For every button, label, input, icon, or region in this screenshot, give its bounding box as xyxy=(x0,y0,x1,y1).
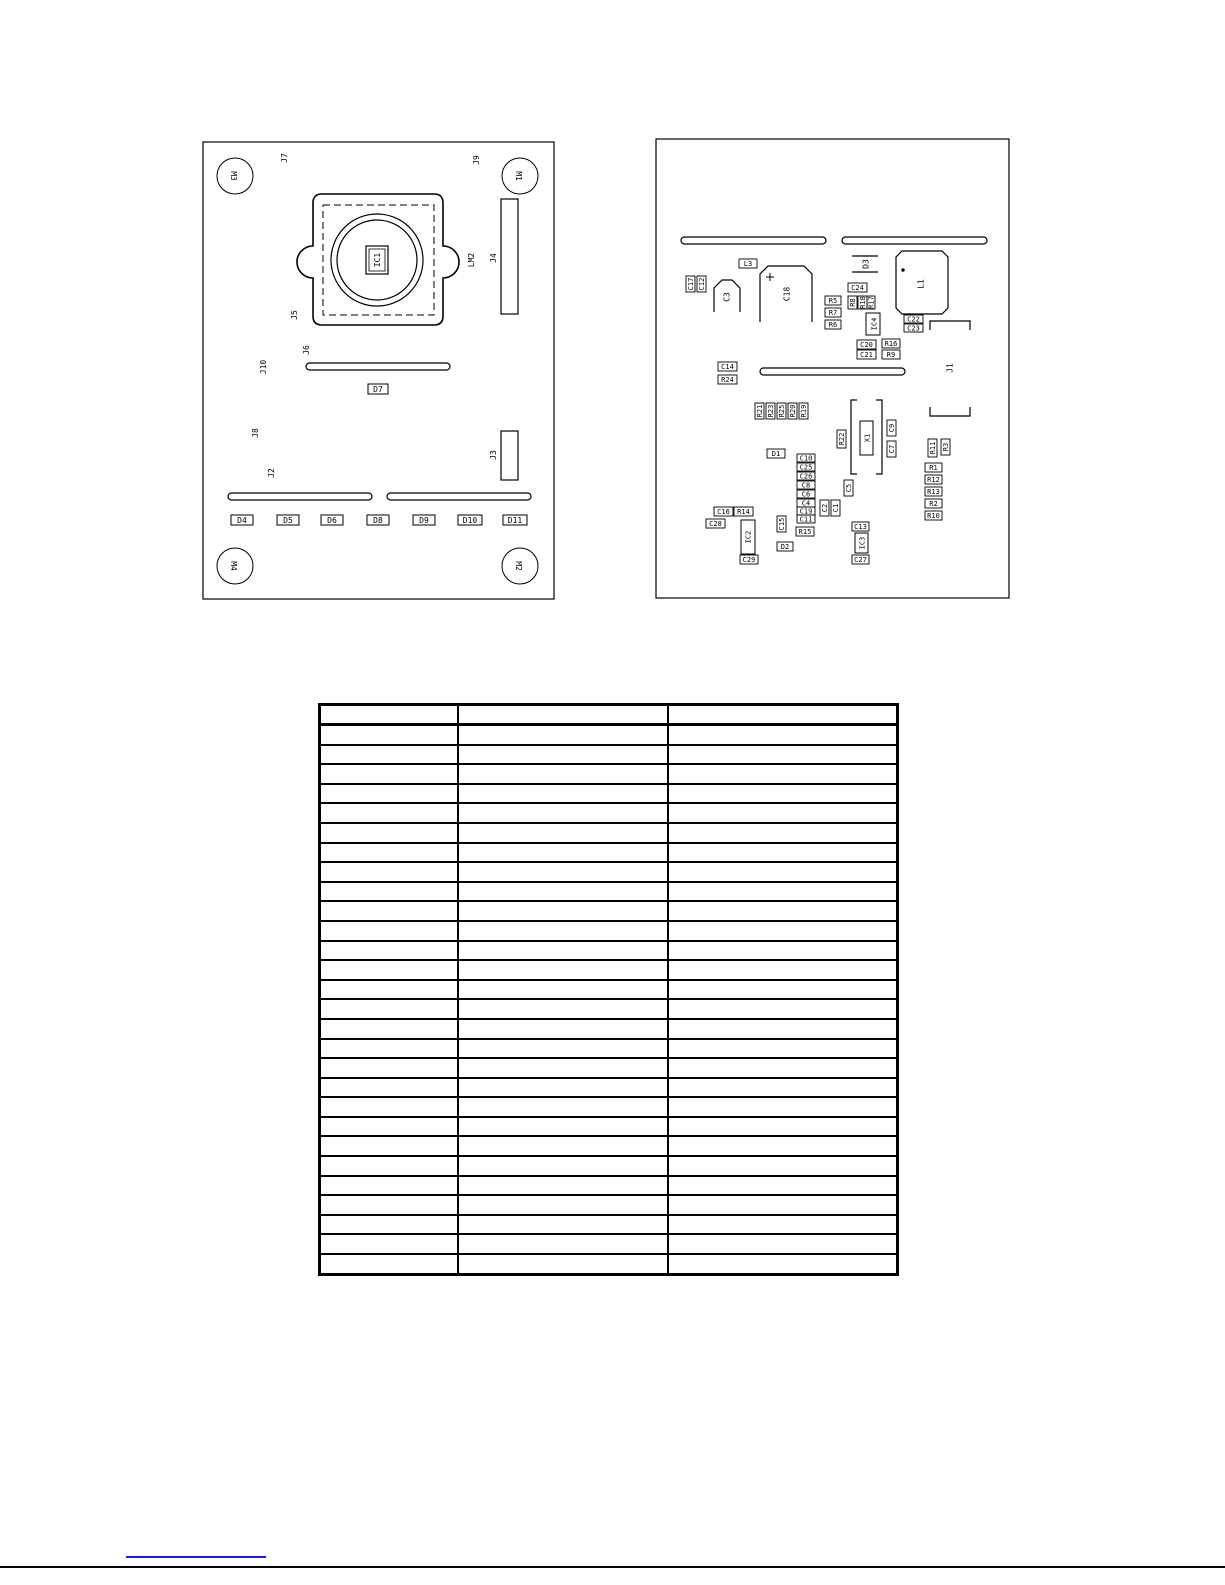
label-j5: J5 xyxy=(290,310,299,320)
label-c4: C4 xyxy=(801,499,811,508)
label-r8: R8 xyxy=(848,298,857,307)
table-cell xyxy=(320,901,459,921)
table-cell xyxy=(458,1195,668,1215)
table-cell xyxy=(320,1176,459,1196)
table-row xyxy=(320,921,898,941)
l1-dot xyxy=(902,269,904,271)
label-d7: D7 xyxy=(373,385,383,394)
table-cell xyxy=(668,1097,898,1117)
table-header-cell xyxy=(320,705,459,725)
label-d11: D11 xyxy=(507,516,523,525)
table-cell xyxy=(458,999,668,1019)
label-j2: J2 xyxy=(267,468,276,478)
table-cell xyxy=(320,784,459,804)
table-cell xyxy=(458,1156,668,1176)
label-d8: D8 xyxy=(373,516,383,525)
table-cell xyxy=(668,1019,898,1039)
label-r19: R19 xyxy=(799,404,808,418)
table-row xyxy=(320,745,898,765)
label-j9: J9 xyxy=(472,155,481,165)
table-cell xyxy=(458,784,668,804)
table-row xyxy=(320,941,898,961)
footer-link-underline[interactable] xyxy=(126,1556,266,1558)
table-row xyxy=(320,882,898,902)
table-cell xyxy=(320,745,459,765)
table-row xyxy=(320,1234,898,1254)
table-cell xyxy=(668,1039,898,1059)
label-m3: M3 xyxy=(229,171,238,181)
table-cell xyxy=(458,941,668,961)
slot-bottom-left xyxy=(228,493,372,500)
label-x1: X1 xyxy=(863,433,872,443)
table-row xyxy=(320,1136,898,1156)
table-cell xyxy=(320,1019,459,1039)
table-cell xyxy=(320,823,459,843)
table-cell xyxy=(668,803,898,823)
table-row xyxy=(320,1039,898,1059)
label-ic1: IC1 xyxy=(373,252,382,268)
label-r6: R6 xyxy=(828,321,838,329)
table-cell xyxy=(458,1058,668,1078)
table-row xyxy=(320,1078,898,1098)
label-r13: R13 xyxy=(927,488,940,496)
label-c8: C8 xyxy=(801,481,811,490)
table-cell xyxy=(668,960,898,980)
table-cell xyxy=(668,1136,898,1156)
label-c14: C14 xyxy=(721,363,734,371)
table-cell xyxy=(320,843,459,863)
table-cell xyxy=(668,1156,898,1176)
label-c3: C3 xyxy=(722,292,732,302)
label-c19: C19 xyxy=(799,507,813,516)
label-c12: C12 xyxy=(697,277,706,291)
table-cell xyxy=(320,980,459,1000)
label-r12: R12 xyxy=(927,476,940,484)
label-c7: C7 xyxy=(887,444,896,454)
table-cell xyxy=(320,941,459,961)
table-cell xyxy=(320,921,459,941)
table-cell xyxy=(458,1019,668,1039)
footer-rule xyxy=(0,1566,1225,1568)
table-cell xyxy=(320,725,459,745)
label-j4: J4 xyxy=(489,253,498,263)
label-c26: C26 xyxy=(799,472,813,481)
table-cell xyxy=(458,1136,668,1156)
label-ic4: IC4 xyxy=(870,317,879,331)
table-cell xyxy=(458,1097,668,1117)
table-row xyxy=(320,1058,898,1078)
table-row xyxy=(320,1097,898,1117)
label-c22: C22 xyxy=(907,315,920,324)
table-cell xyxy=(668,1176,898,1196)
table-cell xyxy=(320,803,459,823)
table-cell xyxy=(320,1195,459,1215)
table-row xyxy=(320,862,898,882)
bottom-board xyxy=(656,139,1009,598)
table-row xyxy=(320,980,898,1000)
label-r10: R10 xyxy=(927,512,940,520)
label-r14: R14 xyxy=(737,508,750,516)
label-ic2: IC2 xyxy=(744,530,753,544)
table-row xyxy=(320,803,898,823)
label-r11: R11 xyxy=(928,441,937,455)
table-cell xyxy=(668,921,898,941)
label-c28: C28 xyxy=(709,520,722,528)
label-r16: R16 xyxy=(884,340,898,348)
label-r23: R23 xyxy=(766,404,775,418)
label-j10: J10 xyxy=(259,359,268,375)
table-cell xyxy=(320,999,459,1019)
label-c1: C1 xyxy=(831,503,840,513)
table-cell xyxy=(458,823,668,843)
label-c27: C27 xyxy=(854,556,867,564)
table-cell xyxy=(668,901,898,921)
table-cell xyxy=(668,1117,898,1137)
table-cell xyxy=(458,843,668,863)
table-cell xyxy=(668,784,898,804)
table-header-row xyxy=(320,705,898,725)
label-c24: C24 xyxy=(851,284,864,292)
slot-upper-right xyxy=(842,237,987,244)
slot-upper-left xyxy=(681,237,826,244)
label-r5: R5 xyxy=(828,297,838,305)
table-cell xyxy=(458,764,668,784)
label-c20: C20 xyxy=(860,341,873,349)
pcb-assembly-drawing xyxy=(0,0,1225,640)
table-cell xyxy=(458,980,668,1000)
table-cell xyxy=(458,921,668,941)
table-cell xyxy=(668,745,898,765)
label-d9: D9 xyxy=(419,516,429,525)
label-d1: D1 xyxy=(771,450,781,458)
table-row xyxy=(320,823,898,843)
table-cell xyxy=(668,1195,898,1215)
table-cell xyxy=(320,1234,459,1254)
table-row xyxy=(320,1254,898,1274)
table-cell xyxy=(668,823,898,843)
top-board xyxy=(203,142,554,599)
table-row xyxy=(320,764,898,784)
label-d3: D3 xyxy=(861,259,871,269)
label-l1: L1 xyxy=(916,279,926,289)
table-cell xyxy=(320,1215,459,1235)
table-row xyxy=(320,1019,898,1039)
label-r2: R2 xyxy=(929,500,938,508)
table-cell xyxy=(458,1078,668,1098)
table-cell xyxy=(458,862,668,882)
label-j7: J7 xyxy=(280,153,289,163)
table-row xyxy=(320,1156,898,1176)
label-r3: R3 xyxy=(941,442,950,452)
slot-bottom-right xyxy=(387,493,531,500)
table-cell xyxy=(668,1234,898,1254)
label-c15: C15 xyxy=(777,517,786,531)
label-c16: C16 xyxy=(717,508,730,516)
label-c11: C11 xyxy=(799,515,813,524)
table-cell xyxy=(320,764,459,784)
label-c18: C18 xyxy=(782,286,792,302)
label-c9: C9 xyxy=(887,423,896,433)
table-cell xyxy=(668,764,898,784)
table-row xyxy=(320,1215,898,1235)
connector-j1-top xyxy=(930,321,970,330)
table-cell xyxy=(668,1254,898,1274)
table-row xyxy=(320,725,898,745)
table-cell xyxy=(668,1078,898,1098)
table-cell xyxy=(668,999,898,1019)
table-cell xyxy=(458,882,668,902)
label-m4: M4 xyxy=(229,561,238,571)
table-cell xyxy=(458,960,668,980)
table-cell xyxy=(320,1117,459,1137)
table-cell xyxy=(458,725,668,745)
label-r24: R24 xyxy=(721,376,734,384)
label-c29: C29 xyxy=(742,556,756,564)
label-r22: R22 xyxy=(837,432,846,446)
label-r25: R25 xyxy=(777,404,786,418)
label-c21: C21 xyxy=(860,351,873,359)
table-cell xyxy=(320,1097,459,1117)
connector-j3-body xyxy=(501,431,518,480)
table-cell xyxy=(668,980,898,1000)
table-cell xyxy=(320,882,459,902)
table-row xyxy=(320,999,898,1019)
label-c2: C2 xyxy=(820,503,829,513)
label-j3: J3 xyxy=(489,450,498,460)
table-cell xyxy=(668,725,898,745)
table-cell xyxy=(458,745,668,765)
label-j8: J8 xyxy=(251,428,260,438)
slot-middle xyxy=(760,368,905,375)
label-r7: R7 xyxy=(828,309,838,317)
label-d5: D5 xyxy=(283,516,293,525)
top-board-labels xyxy=(229,153,523,571)
label-j6: J6 xyxy=(302,345,311,355)
label-l3: L3 xyxy=(743,260,753,268)
label-r17: R17 xyxy=(867,296,876,309)
table-header-cell xyxy=(458,705,668,725)
label-c5: C5 xyxy=(844,483,853,493)
label-ic3: IC3 xyxy=(858,536,867,550)
table-cell xyxy=(458,901,668,921)
label-c23: C23 xyxy=(907,324,920,333)
table-cell xyxy=(458,1215,668,1235)
label-c6: C6 xyxy=(801,490,811,499)
table-row xyxy=(320,843,898,863)
label-c17: C17 xyxy=(686,277,695,291)
table-cell xyxy=(668,1058,898,1078)
label-c10: C10 xyxy=(799,454,813,463)
table-row xyxy=(320,1117,898,1137)
label-r15: R15 xyxy=(798,528,812,536)
table-cell xyxy=(320,1136,459,1156)
label-m2: M2 xyxy=(514,561,523,571)
table-row xyxy=(320,784,898,804)
table-cell xyxy=(668,862,898,882)
table-cell xyxy=(320,1156,459,1176)
table-cell xyxy=(320,1254,459,1274)
table-cell xyxy=(668,843,898,863)
table-cell xyxy=(320,862,459,882)
table-cell xyxy=(320,1078,459,1098)
table-cell xyxy=(458,1234,668,1254)
label-d6: D6 xyxy=(327,516,337,525)
label-c25: C25 xyxy=(799,463,813,472)
crystal-x1-right-bracket xyxy=(876,400,882,474)
crystal-x1-left-bracket xyxy=(851,400,857,474)
parts-table xyxy=(318,703,899,1276)
table-cell xyxy=(458,1117,668,1137)
label-r20: R20 xyxy=(788,404,797,418)
label-c13: C13 xyxy=(854,523,867,531)
label-d4: D4 xyxy=(237,516,247,525)
label-r9: R9 xyxy=(886,351,896,359)
table-cell xyxy=(668,941,898,961)
table-row xyxy=(320,901,898,921)
table-header-cell xyxy=(668,705,898,725)
label-j1: J1 xyxy=(945,363,955,373)
connector-j1-bottom xyxy=(930,407,970,416)
table-cell xyxy=(458,1039,668,1059)
label-r21: R21 xyxy=(755,404,764,418)
label-lm2: LM2 xyxy=(467,252,476,268)
table-row xyxy=(320,1195,898,1215)
table-cell xyxy=(320,960,459,980)
table-cell xyxy=(668,882,898,902)
label-r18: R18 xyxy=(858,296,867,309)
table-cell xyxy=(458,1254,668,1274)
table-cell xyxy=(458,1176,668,1196)
connector-j4-body xyxy=(501,199,518,314)
table-cell xyxy=(320,1058,459,1078)
table-cell xyxy=(668,1215,898,1235)
label-r1: R1 xyxy=(929,464,938,472)
label-d10: D10 xyxy=(462,516,478,525)
label-d2: D2 xyxy=(780,543,790,551)
table-cell xyxy=(320,1039,459,1059)
table-row xyxy=(320,960,898,980)
label-m1: M1 xyxy=(514,171,523,181)
bottom-board-parts xyxy=(686,259,955,564)
table-cell xyxy=(458,803,668,823)
slot-top-middle xyxy=(306,363,450,370)
table-row xyxy=(320,1176,898,1196)
